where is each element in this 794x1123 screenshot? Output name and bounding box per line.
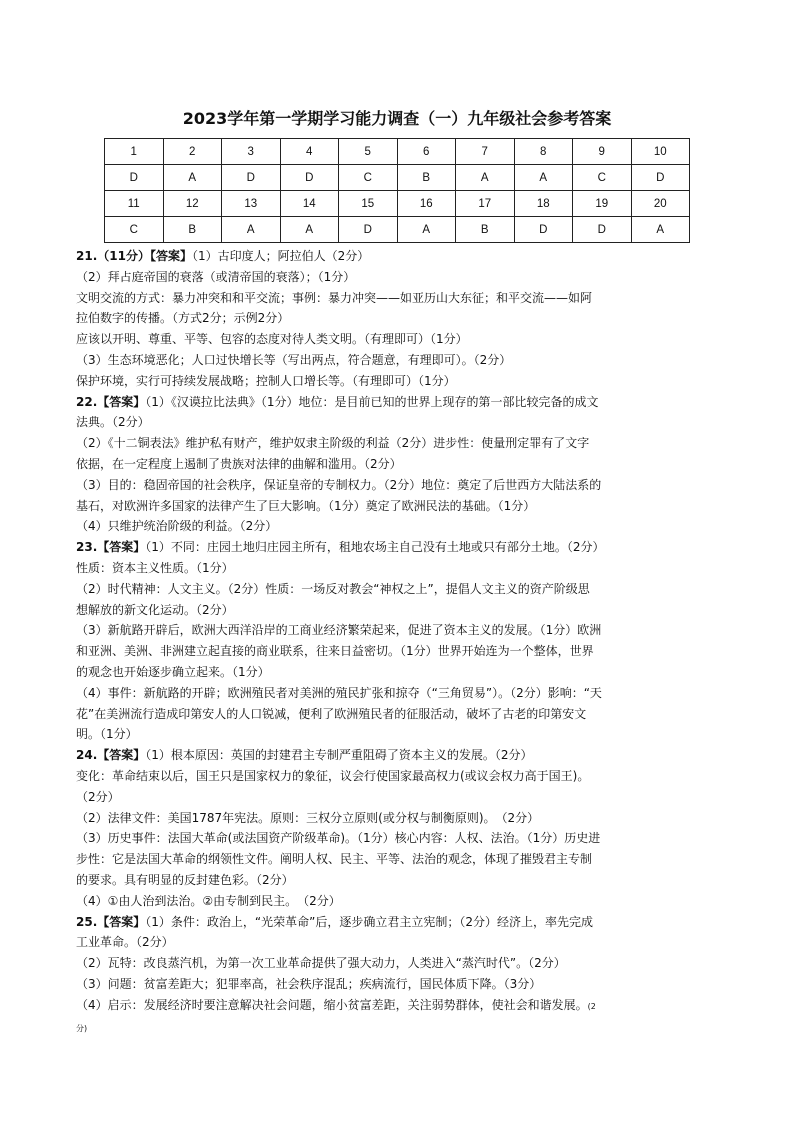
answer-text [76,246,716,1040]
answer-key-cell: D [514,217,573,243]
question-number: 21.（11分） [76,249,150,263]
answer-line [76,600,716,621]
answer-line [76,496,716,517]
answer-line-text: 步性：它是法国大革命的纲领性文件。阐明人权、民主、平等、法治的观念，体现了摧毁君主专制 [76,852,593,867]
question-number-cell: 5 [339,139,398,165]
answer-line [76,308,716,329]
answer-line-text: 依据，在一定程度上遏制了贵族对法律的曲解和滥用。（2分） [76,456,402,471]
answer-line-text: 想解放的新文化运动。（2分） [76,602,234,617]
answer-line-text: （2分） [76,789,120,804]
answer-key-cell: C [339,165,398,191]
answer-line-text: 文明交流的方式：暴力冲突和和平交流；事例：暴力冲突——如亚历山大东征；和平交流——如阿 [76,290,593,305]
answer-key-cell: A [631,217,690,243]
answer-line-text: （3）目的：稳固帝国的社会秩序，保证皇帝的专制权力。（2分）地位：奠定了后世西方大陆法系的 [76,477,602,492]
answer-line-text: （4）①由人治到法治。②由专制到民主。 （2分） [76,893,341,908]
question-number-cell: 3 [222,139,281,165]
answer-line-text: （2）拜占庭帝国的衰落（或清帝国的衰落）；（1分） [76,269,356,284]
score-note-small: (2 [587,1001,596,1011]
answer-line [76,246,716,267]
question-number-cell: 10 [631,139,690,165]
answer-line-text: 法典。（2分） [76,415,150,430]
answer-line [76,953,716,974]
question-number-row [105,191,690,217]
answer-line-text: 保护环境，实行可持续发展战略；控制人口增长等。（有理即可）（1分） [76,373,456,388]
answer-line [76,662,716,683]
answer-key-cell: A [222,217,281,243]
answer-line-text: 工业革命。（2分） [76,935,174,950]
answer-line [76,828,716,849]
answer-line-text: （3）问题：贫富差距大；犯罪率高，社会秩序混乱；疾病流行，国民体质下降。（3分） [76,976,542,991]
answer-line [76,995,716,1018]
question-number-cell: 15 [339,191,398,217]
answer-table [104,138,690,243]
answer-key-cell: A [514,165,573,191]
answer-line-text: 变化：革命结束以后，国王只是国家权力的象征，议会行使国家最高权力(或议会权力高于国王)。 [76,768,590,783]
answer-line-text: （2）《十二铜表法》维护私有财产，维护奴隶主阶级的利益（2分）进步性：使量刑定罪有了文字 [76,436,590,451]
answer-line-text: 明。（1分） [76,727,138,742]
question-number-cell: 19 [573,191,632,217]
answer-line [76,641,716,662]
answer-key-cell: D [105,165,164,191]
answer-line-text: （4）只维护统治阶级的利益。（2分） [76,519,278,534]
answer-line-text: （3）历史事件：法国大革命(或法国资产阶级革命)。（1分）核心内容：人权、法治。（1分）历史进 [76,831,601,846]
answer-line [76,704,716,725]
question-number-cell: 13 [222,191,281,217]
answer-line-text: （2）时代精神：人文主义。（2分）性质：一场反对教会“神权之上”，提倡人文主义的资产阶级思 [76,581,590,596]
answer-line [76,849,716,870]
question-number-cell: 11 [105,191,164,217]
answer-line [76,329,716,350]
answer-key-cell: A [397,217,456,243]
answer-line-text: （4）事件：新航路的开辟；欧洲殖民者对美洲的殖民扩张和掠夺（“三角贸易”）。（2分）影响：“天 [76,685,602,700]
answer-line [76,974,716,995]
question-number-cell: 20 [631,191,690,217]
answer-line [76,766,716,787]
answer-line [76,433,716,454]
answer-key-cell: A [163,165,222,191]
answer-line [76,932,716,953]
question-number-cell: 1 [105,139,164,165]
question-number-cell: 12 [163,191,222,217]
answer-line [76,683,716,704]
question-number-cell: 8 [514,139,573,165]
answer-line [76,912,716,933]
answer-line [76,412,716,433]
question-number-cell: 18 [514,191,573,217]
question-number-cell: 9 [573,139,632,165]
answer-line [76,350,716,371]
answer-key-cell: B [397,165,456,191]
answer-tag: 【答案】 [97,748,146,763]
answer-key-cell: D [631,165,690,191]
answer-key-cell: D [280,165,339,191]
answer-line [76,808,716,829]
question-number: 22. [76,394,98,409]
answer-line-text: 花”在美洲流行造成印第安人的人口锐减，便利了欧洲殖民者的征服活动，破坏了古老的印第安文 [76,706,587,721]
question-number-cell: 14 [280,191,339,217]
question-number-cell: 17 [456,191,515,217]
answer-key-cell: A [456,165,515,191]
answer-line [76,787,716,808]
answer-line [76,454,716,475]
answer-key-row [105,165,690,191]
question-number: 24. [76,748,98,763]
answer-tag: 【答案】 [97,394,146,409]
question-number: 23. [76,540,98,555]
answer-key-row [105,217,690,243]
answer-tag: 【答案】 [97,914,146,929]
question-number: 25. [76,914,98,929]
answer-line [76,745,716,766]
answer-line [76,724,716,745]
answer-tag: 【答案】 [149,249,192,263]
answer-line-text: （3）新航路开辟后，欧洲大西洋沿岸的工商业经济繁荣起来，促进了资本主义的发展。（1分）欧洲 [76,623,602,638]
answer-line-text: 应该以开明、尊重、平等、包容的态度对待人类文明。（有理即可）（1分） [76,332,468,347]
answer-line [76,558,716,579]
answer-line [76,475,716,496]
answer-line [76,579,716,600]
question-number-cell: 4 [280,139,339,165]
answer-line [76,371,716,392]
question-number-cell: 6 [397,139,456,165]
answer-key-cell: B [456,217,515,243]
answer-key-cell: D [222,165,281,191]
answer-line-text: 的要求。具有明显的反封建色彩。（2分） [76,872,294,887]
answer-line-text: （4）启示：发展经济时要注意解决社会问题，缩小贫富差距，关注弱势群体，使社会和谐发展。 [76,997,588,1012]
answer-line-text: 基石，对欧洲许多国家的法律产生了巨大影响。（1分）奠定了欧洲民法的基础。（1分） [76,498,536,513]
answer-line-text: 拉伯数字的传播。（方式2分；示例2分） [76,311,290,326]
answer-line [76,537,716,558]
answer-line-text: （1）根本原因：英国的封建君主专制严重阻碍了资本主义的发展。（2分） [145,748,533,763]
answer-line [76,891,716,912]
answer-line [76,392,716,413]
answer-line [76,516,716,537]
answer-line-text: 和亚洲、美洲、非洲建立起直接的商业联系，往来日益密切。（1分）世界开始连为一个整体，世界 [76,644,594,659]
answer-line [76,620,716,641]
question-number-cell: 16 [397,191,456,217]
answer-key-cell: C [105,217,164,243]
answer-line [76,267,716,288]
question-number-cell: 2 [163,139,222,165]
answer-key-cell: A [280,217,339,243]
answer-key-cell: B [163,217,222,243]
answer-line [76,870,716,891]
question-number-row [105,139,690,165]
question-number-cell: 7 [456,139,515,165]
answer-key-cell: D [573,217,632,243]
answer-line-text: （1）古印度人；阿拉伯人（2分） [191,249,370,263]
answer-line [76,1017,716,1040]
answer-line-text: （1）不同：庄园土地归庄园主所有，租地农场主自己没有土地或只有部分土地。（2分） [145,540,605,555]
answer-line-text: （2）瓦特：改良蒸汽机，为第一次工业革命提供了强大动力，人类进入“蒸汽时代”。（2分） [76,956,566,971]
answer-key-cell: D [339,217,398,243]
score-note-small: 分) [76,1024,88,1034]
document-title: 2023学年第一学期学习能力调查（一）九年级社会参考答案 [182,109,612,128]
answer-line-text: 的观念也开始逐步确立起来。（1分） [76,664,270,679]
answer-line-text: （1）《汉谟拉比法典》（1分）地位：是目前已知的世界上现存的第一部比较完备的成文 [145,394,599,409]
answer-line-text: （2）法律文件：美国1787年宪法。原则：三权分立原则(或分权与制衡原则)。 （2分） [76,810,540,825]
answer-line-text: （3）生态环境恶化；人口过快增长等（写出两点，符合题意，有理即可）。（2分） [76,352,512,367]
answer-line-text: 性质：资本主义性质。（1分） [76,560,234,575]
answer-tag: 【答案】 [97,540,146,555]
answer-line-text: （1）条件：政治上，“光荣革命”后，逐步确立君主立宪制；（2分）经济上，率先完成 [145,914,593,929]
answer-key-cell: C [573,165,632,191]
answer-line [76,288,716,309]
